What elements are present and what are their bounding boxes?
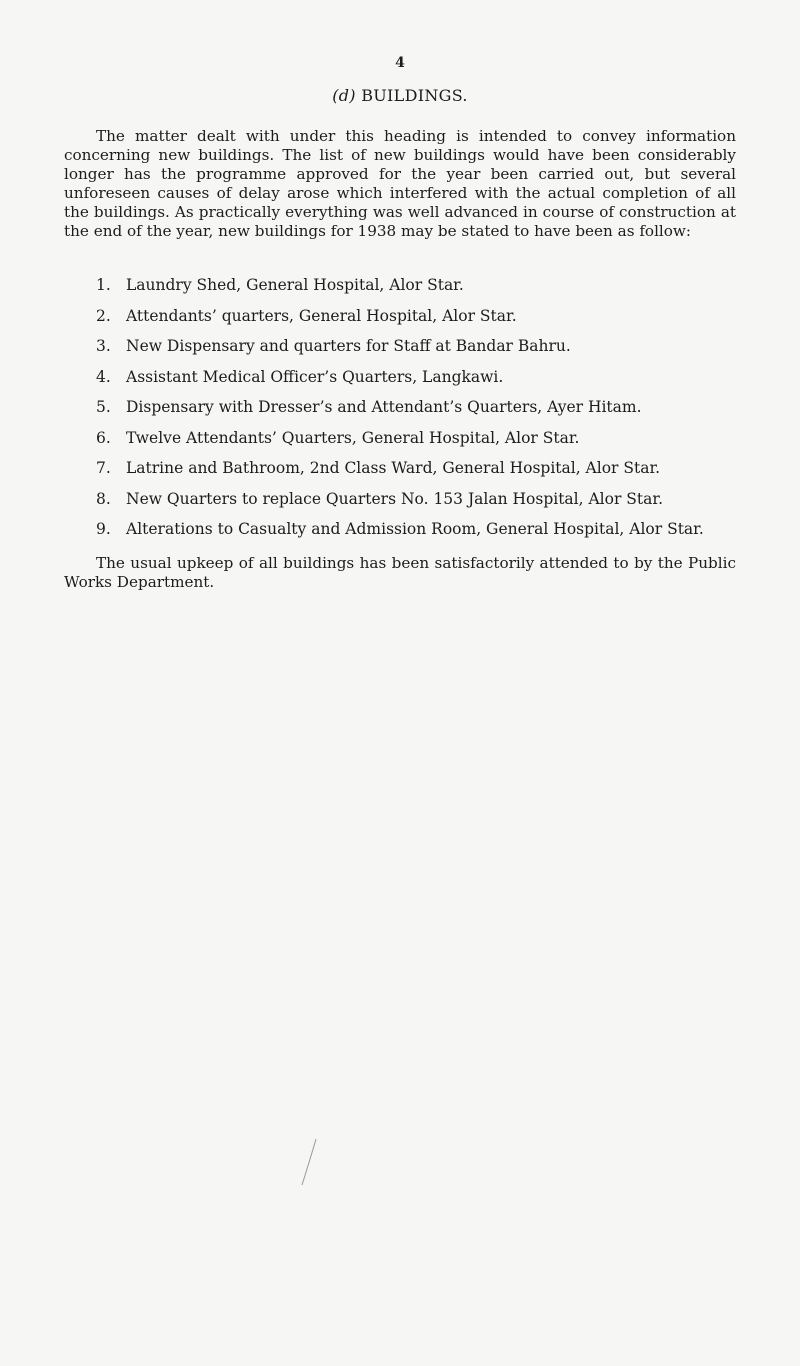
list-item-number: 3. [96, 337, 111, 355]
list-item [96, 459, 756, 490]
list-item-text: Dispensary with Dresser’s and Attendant’s Quarters, Ayer Hitam. [126, 398, 642, 416]
list-item-text: New Quarters to replace Quarters No. 153 Jalan Hospital, Alor Star. [126, 489, 664, 508]
list-item [96, 337, 756, 368]
list-item [96, 520, 756, 551]
list-item-text: Twelve Attendants’ Quarters, General Hospital, Alor Star. [126, 428, 580, 447]
list-item-number: 9. [96, 520, 111, 538]
list-item [96, 307, 756, 338]
list-item [96, 429, 756, 460]
list-item-text: Assistant Medical Officer’s Quarters, Langkawi. [126, 367, 504, 386]
list-item-number: 5. [96, 398, 111, 416]
list-item-number: 7. [96, 459, 111, 477]
page-number: 4 [395, 55, 405, 71]
list-item-text: New Dispensary and quarters for Staff at Bandar Bahru. [126, 337, 571, 355]
list-item-number: 1. [96, 276, 111, 294]
section-heading: BUILDINGS. [361, 86, 468, 105]
list-item-text: Laundry Shed, General Hospital, Alor Star. [126, 276, 464, 294]
intro-paragraph: The matter dealt with under this heading is intended to convey information concerning new buildings. The list of new buildings would have been considerably longer has the programme approved for the year been carried out, but several unforeseen causes of delay arose which interfered with the actual completion of all the buildings. As practically everything was well advanced in course of construction at the end of the year, new buildings for 1938 may be stated to have been as follow: [64, 127, 736, 240]
scan-mark [300, 1137, 320, 1187]
list-item [96, 368, 756, 399]
list-item-text: Alterations to Casualty and Admission Room, General Hospital, Alor Star. [126, 520, 704, 538]
list-item [96, 490, 756, 521]
list-item-number: 4. [96, 367, 111, 386]
list-item-number: 2. [96, 306, 111, 325]
list-item-number: 8. [96, 489, 111, 508]
list-item-number: 6. [96, 428, 111, 447]
list-item-text: Latrine and Bathroom, 2nd Class Ward, General Hospital, Alor Star. [126, 459, 661, 477]
section-title [0, 86, 800, 105]
list-item [96, 398, 756, 429]
section-marker: (d) [332, 86, 356, 105]
closing-paragraph: The usual upkeep of all buildings has been satisfactorily attended to by the Public Works Department. [64, 554, 736, 591]
building-list [96, 276, 756, 551]
list-item-text: Attendants’ quarters, General Hospital, Alor Star. [126, 306, 517, 325]
list-item [96, 276, 756, 307]
